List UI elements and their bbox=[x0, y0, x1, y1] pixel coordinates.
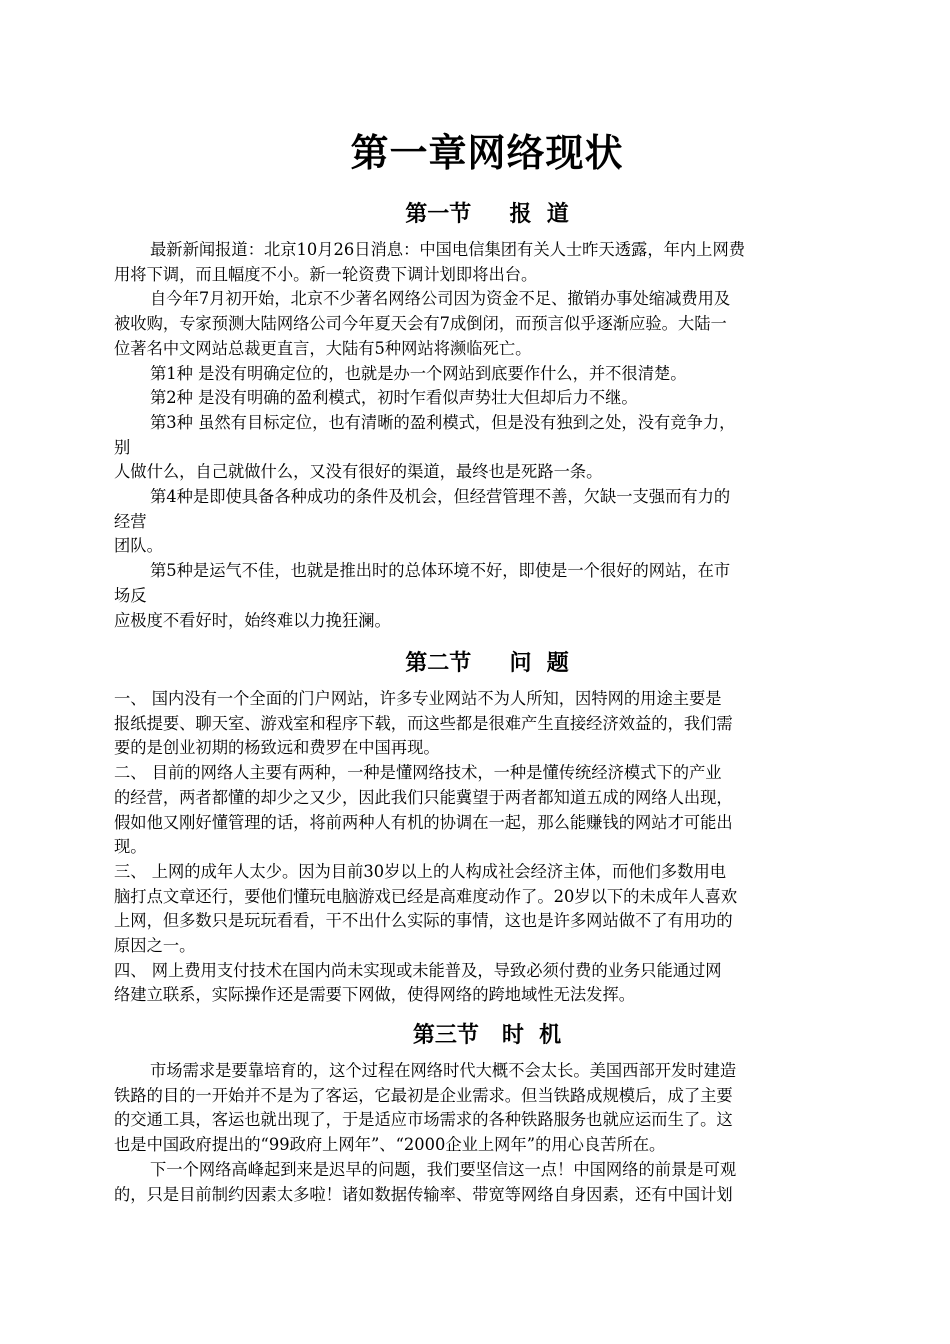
text-line: 铁路的目的一开始并不是为了客运，它最初是企业需求。但当铁路成规模后，成了主要 bbox=[114, 1085, 733, 1105]
text-line: 络建立联系，实际操作还是需要下网做，使得网络的跨地域性无法发挥。 bbox=[114, 985, 636, 1005]
text-line: 原因之一。 bbox=[114, 936, 196, 955]
text-line: 现。 bbox=[114, 837, 147, 857]
text-line: 第5种是运气不佳，也就是推出时的总体环境不好，即使是一个很好的网站，在市 bbox=[150, 561, 731, 581]
section-heading: 第一节 报 道 bbox=[405, 201, 569, 227]
text-line: 被收购，专家预测大陆网络公司今年夏天会有7成倒闭，而预言似乎逐渐应验。大陆一 bbox=[114, 314, 727, 334]
text-line: 场反 bbox=[114, 585, 147, 605]
text-line: 第2种 是没有明确的盈利模式，初时乍看似声势壮大但却后力不继。 bbox=[150, 388, 638, 408]
text-line: 第3种 虽然有目标定位，也有清晰的盈利模式，但是没有独到之处，没有竞争力， bbox=[150, 412, 736, 432]
text-line: 一、 国内没有一个全面的门户网站，许多专业网站不为人所知，因特网的用途主要是 bbox=[114, 689, 722, 708]
text-line: 别 bbox=[114, 437, 131, 457]
text-line: 要的是创业初期的杨致远和费罗在中国再现。 bbox=[114, 738, 440, 758]
text-line: 的经营，两者都懂的却少之又少，因此我们只能冀望于两者都知道五成的网络人出现， bbox=[114, 787, 733, 807]
text-line: 自今年7月初开始，北京不少著名网络公司因为资金不足、撤销办事处缩减费用及 bbox=[150, 289, 731, 309]
text-line: 上网，但多数只是玩玩看看，干不出什么实际的事情，这也是许多网站做不了有用功的 bbox=[114, 911, 733, 931]
text-line: 人做什么，自己就做什么，又没有很好的渠道，最终也是死路一条。 bbox=[114, 462, 603, 482]
text-line: 位著名中文网站总裁更直言，大陆有5种网站将濒临死亡。 bbox=[114, 338, 532, 358]
text-line: 的，只是目前制约因素太多啦！诸如数据传输率、带宽等网络自身因素，还有中国计划 bbox=[114, 1184, 733, 1204]
text-line: 四、 网上费用支付技术在国内尚未实现或未能普及，导致必须付费的业务只能通过网 bbox=[114, 960, 722, 980]
text-line: 第1种 是没有明确定位的，也就是办一个网站到底要作什么，并不很清楚。 bbox=[150, 363, 687, 383]
section-heading: 第二节 问 题 bbox=[405, 650, 569, 676]
text-line: 也是中国政府提出的“99政府上网年”、“2000企业上网年”的用心良苦所在。 bbox=[114, 1135, 666, 1155]
text-line: 用将下调，而且幅度不小。新一轮资费下调计划即将出台。 bbox=[114, 264, 538, 284]
text-line: 下一个网络高峰起到来是迟早的问题，我们要坚信这一点！中国网络的前景是可观 bbox=[150, 1159, 737, 1179]
chapter-title: 第一章网络现状 bbox=[350, 130, 624, 175]
text-line: 市场需求是要靠培育的，这个过程在网络时代大概不会太长。美国西部开发时建造 bbox=[150, 1061, 737, 1080]
text-line: 脑打点文章还行，要他们懂玩电脑游戏已经是高难度动作了。20岁以下的未成年人喜欢 bbox=[114, 886, 738, 906]
text-line: 的交通工具，客运也就出现了，于是适应市场需求的各种铁路服务也就应运而生了。这 bbox=[114, 1110, 733, 1130]
text-line: 最新新闻报道：北京10月26日消息：中国电信集团有关人士昨天透露，年内上网费 bbox=[150, 240, 746, 259]
text-line: 报纸提要、聊天室、游戏室和程序下载，而这些都是很难产生直接经济效益的，我们需 bbox=[114, 713, 733, 733]
text-line: 经营 bbox=[114, 511, 147, 531]
text-line: 二、 目前的网络人主要有两种，一种是懂网络技术，一种是懂传统经济模式下的产业 bbox=[114, 763, 722, 783]
text-line: 第4种是即使具备各种成功的条件及机会，但经营管理不善，欠缺一支强而有力的 bbox=[150, 487, 731, 506]
text-line: 团队。 bbox=[114, 536, 163, 556]
text-line: 假如他又刚好懂管理的话，将前两种人有机的协调在一起，那么能赚钱的网站才可能出 bbox=[114, 812, 733, 832]
section-heading: 第三节 时 机 bbox=[412, 1022, 562, 1048]
text-line: 应极度不看好时，始终难以力挽狂澜。 bbox=[114, 610, 391, 630]
text-line: 三、 上网的成年人太少。因为目前30岁以上的人构成社会经济主体，而他们多数用电 bbox=[114, 861, 727, 881]
